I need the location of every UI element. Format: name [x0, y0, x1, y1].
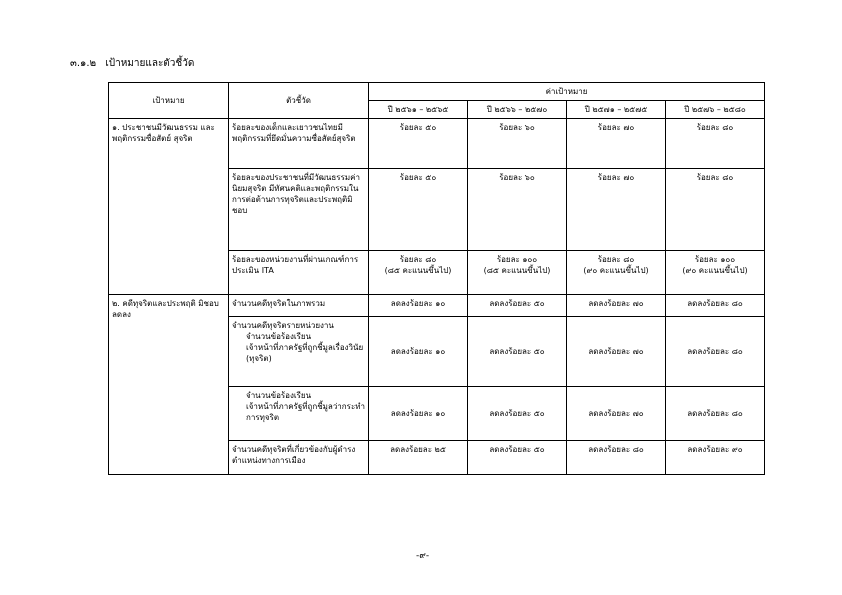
target-cell: ลดลงร้อยละ ๕๐ [468, 317, 567, 387]
target-cell: ลดลงร้อยละ ๑๐ [369, 387, 468, 441]
target-cell [666, 251, 765, 295]
indicator-cell: จำนวนคดีทุจริตในภาพรวม [229, 295, 369, 317]
target-cell [468, 251, 567, 295]
period-4: ปี ๒๕๗๖ – ๒๕๘๐ [666, 101, 765, 119]
target-cell [567, 251, 666, 295]
table-row [109, 295, 765, 317]
target-cell: ลดลงร้อยละ ๘๐ [567, 441, 666, 475]
target-note: (๘๕ คะแนนขึ้นไป) [483, 266, 551, 275]
target-note: (๙๐ คะแนนขึ้นไป) [682, 266, 748, 275]
target-note: (๘๕ คะแนนขึ้นไป) [384, 266, 452, 275]
indicator-cell [229, 317, 369, 387]
targets-table [108, 82, 765, 475]
target-cell: ลดลงร้อยละ ๘๐ [666, 317, 765, 387]
section-heading [70, 58, 194, 70]
header-row [109, 83, 765, 101]
target-cell: ลดลงร้อยละ ๕๐ [468, 295, 567, 317]
target-cell: ลดลงร้อยละ ๗๐ [567, 295, 666, 317]
indicator-cell [229, 387, 369, 441]
target-cell: ลดลงร้อยละ ๕๐ [468, 441, 567, 475]
target-cell: ลดลงร้อยละ ๕๐ [468, 387, 567, 441]
section-title: เป้าหมายและตัวชี้วัด [105, 58, 195, 69]
goal-2: ๒. คดีทุจริตและประพฤติ มิชอบลดลง [109, 295, 229, 475]
target-cell: ลดลงร้อยละ ๘๐ [666, 387, 765, 441]
period-2: ปี ๒๕๖๖ – ๒๕๗๐ [468, 101, 567, 119]
indicator-cell: จำนวนคดีทุจริตที่เกี่ยวข้องกับผู้ดำรงตำแหน่งทางการเมือง [229, 441, 369, 475]
target-cell: ลดลงร้อยละ ๗๐ [567, 317, 666, 387]
indicator-sub-detail: เจ้าหน้าที่ภาครัฐที่ถูกชี้มูลเรื่องวินัย (ทุจริต) [246, 343, 364, 363]
target-cell: ร้อยละ ๗๐ [567, 169, 666, 251]
indicator-text: จำนวนคดีทุจริตรายหน่วยงาน [232, 321, 334, 330]
target-cell [369, 251, 468, 295]
target-value: ร้อยละ ๘๐ [399, 255, 437, 264]
target-cell: ลดลงร้อยละ ๙๐ [666, 441, 765, 475]
target-value: ร้อยละ ๘๐ [597, 255, 635, 264]
indicator-sub: จำนวนข้อร้องเรียน [246, 391, 312, 400]
indicator-cell: ร้อยละของหน่วยงานที่ผ่านเกณฑ์การประเมิน ITA [229, 251, 369, 295]
indicator-sub: จำนวนข้อร้องเรียน [246, 332, 312, 341]
period-1: ปี ๒๕๖๑ – ๒๕๖๕ [369, 101, 468, 119]
section-number: ๓.๑.๒ [70, 58, 97, 69]
target-value: ร้อยละ ๑๐๐ [694, 255, 736, 264]
period-3: ปี ๒๕๗๑ – ๒๕๗๕ [567, 101, 666, 119]
header-goal: เป้าหมาย [109, 83, 229, 119]
header-indicator: ตัวชี้วัด [229, 83, 369, 119]
indicator-cell: ร้อยละของประชาชนที่มีวัฒนธรรมค่านิยมสุจริต มีทัศนคติและพฤติกรรมในการต่อต้านการทุจริตและประพฤติมิชอบ [229, 169, 369, 251]
goal-1: ๑. ประชาชนมีวัฒนธรรม และพฤติกรรมซื่อสัตย์ สุจริต [109, 119, 229, 295]
target-cell: ลดลงร้อยละ ๗๐ [567, 387, 666, 441]
indicator-cell: ร้อยละของเด็กและเยาวชนไทยมีพฤติกรรมที่ยึดมั่นความซื่อสัตย์สุจริต [229, 119, 369, 169]
target-cell: ร้อยละ ๕๐ [369, 119, 468, 169]
target-cell: ลดลงร้อยละ ๑๐ [369, 317, 468, 387]
target-cell: ลดลงร้อยละ ๘๐ [666, 295, 765, 317]
target-cell: ร้อยละ ๘๐ [666, 119, 765, 169]
target-cell: ร้อยละ ๖๐ [468, 119, 567, 169]
table-row [109, 119, 765, 169]
target-cell: ลดลงร้อยละ ๑๐ [369, 295, 468, 317]
indicator-sub-detail: เจ้าหน้าที่ภาครัฐที่ถูกชี้มูลว่ากระทำการทุจริต [246, 402, 366, 422]
header-target: ค่าเป้าหมาย [369, 83, 765, 101]
target-cell: ลดลงร้อยละ ๒๕ [369, 441, 468, 475]
target-cell: ร้อยละ ๗๐ [567, 119, 666, 169]
target-cell: ร้อยละ ๖๐ [468, 169, 567, 251]
target-note: (๙๐ คะแนนขึ้นไป) [583, 266, 649, 275]
target-cell: ร้อยละ ๘๐ [666, 169, 765, 251]
page-number: -๙- [416, 551, 430, 561]
target-cell: ร้อยละ ๕๐ [369, 169, 468, 251]
target-value: ร้อยละ ๑๐๐ [496, 255, 538, 264]
